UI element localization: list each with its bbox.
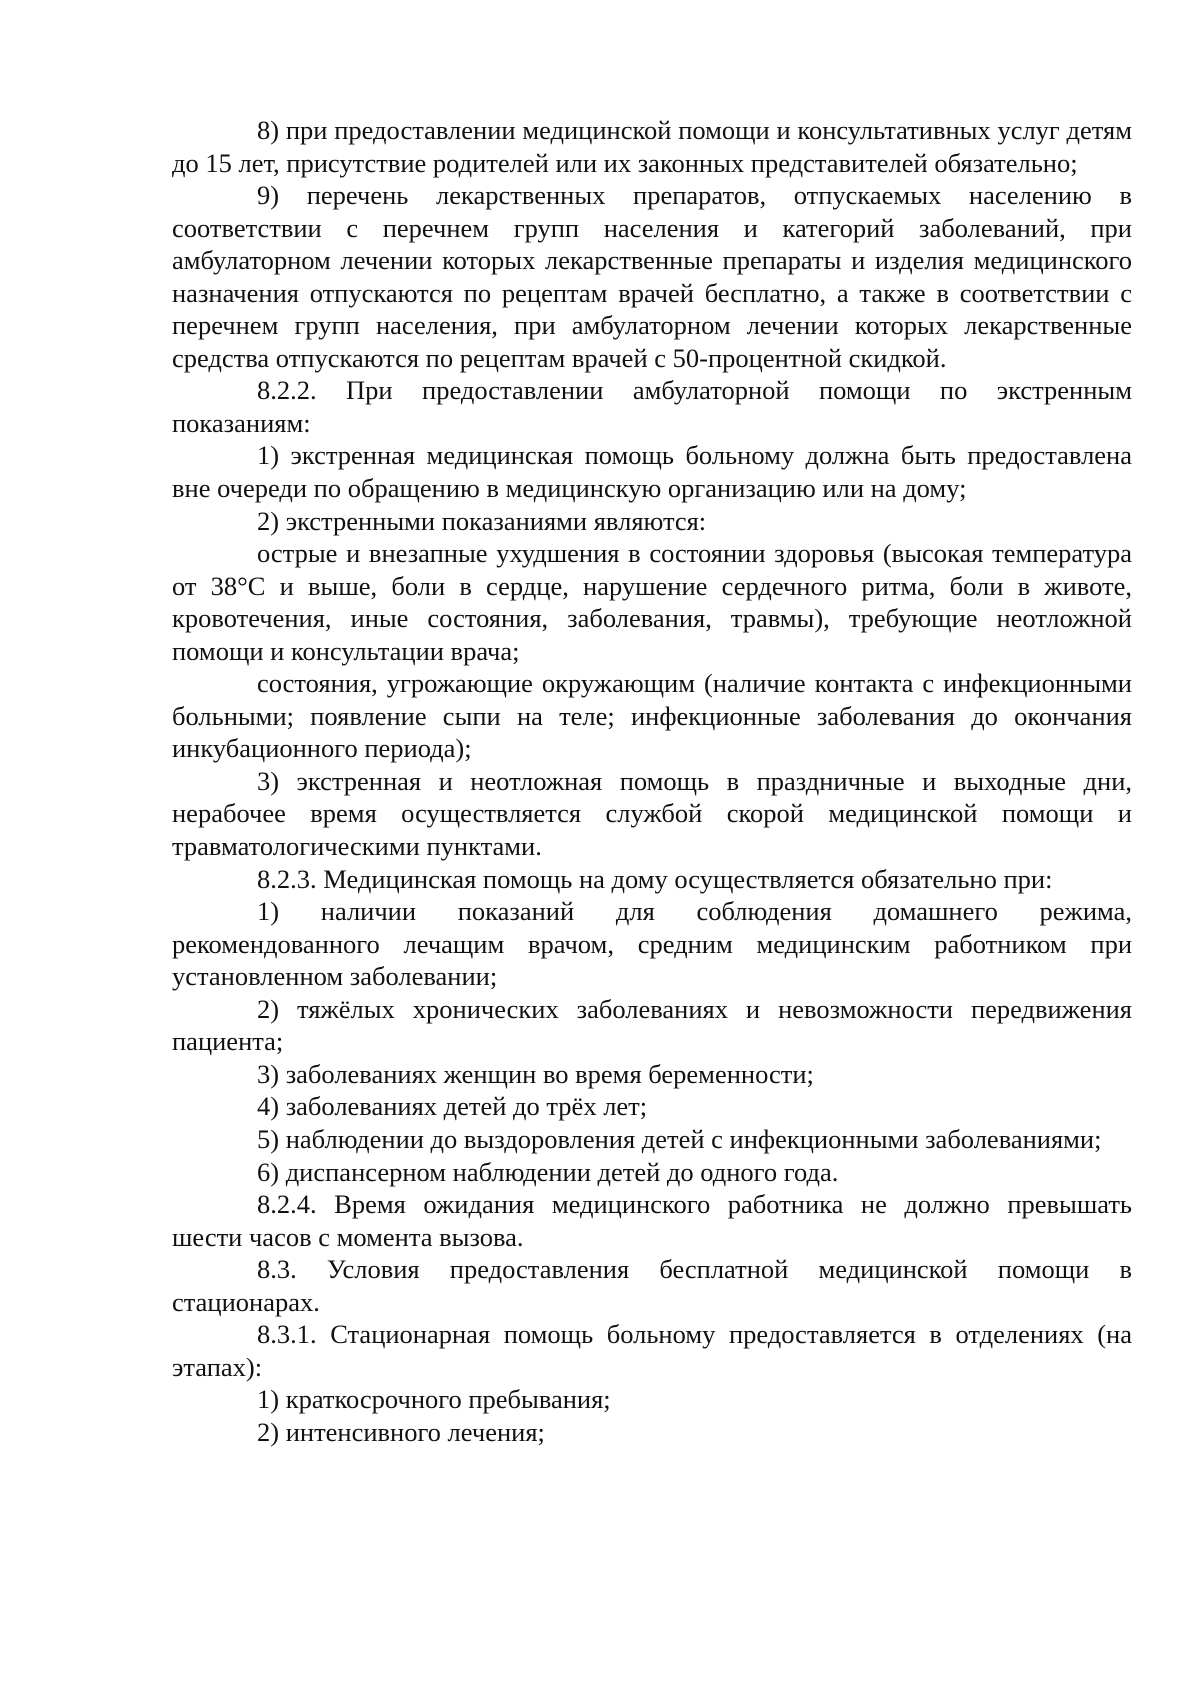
paragraph-home-item-6: 6) диспансерном наблюдении детей до одного года. [257, 1156, 839, 1187]
paragraph-inpatient-item-1: 1) краткосрочного пребывания; [257, 1384, 611, 1415]
paragraph-section-8-3-1: 8.3.1. Стационарная помощь больному предоставляется в отделениях (на этапах): [172, 1319, 1132, 1382]
paragraph-home-item-1: 1) наличии показаний для соблюдения домашнего режима, рекомендованного лечащим врачом, средним медицинским работником при установленном заболевании; [172, 896, 1132, 992]
paragraph-home-item-4: 4) заболеваниях детей до трёх лет; [257, 1091, 648, 1122]
paragraph-section-8-2-2: 8.2.2. При предоставлении амбулаторной помощи по экстренным показаниям: [172, 375, 1132, 438]
paragraph-emergency-item-2: 2) экстренными показаниями являются: [257, 505, 707, 536]
paragraph-threatening-conditions: состояния, угрожающие окружающим (наличие контакта с инфекционными больными; появление сыпи на теле; инфекционные заболевания до окончания инкубационного периода); [172, 668, 1132, 764]
paragraph-home-item-2: 2) тяжёлых хронических заболеваниях и невозможности передвижения пациента; [172, 993, 1132, 1057]
paragraph-section-8-2-3: 8.2.3. Медицинская помощь на дому осуществляется обязательно при: [257, 863, 1053, 894]
paragraph-acute-conditions: острые и внезапные ухудшения в состоянии здоровья (высокая температура от 38°С и выше, боли в сердце, нарушение сердечного ритма, боли в животе, кровотечения, иные состояния, заболевания, травмы), требующие неотложной помощи и консультации врача; [172, 538, 1132, 666]
paragraph-inpatient-item-2: 2) интенсивного лечения; [257, 1416, 545, 1447]
paragraph-home-item-3: 3) заболеваниях женщин во время беременности; [257, 1058, 814, 1089]
paragraph-section-8-2-4: 8.2.4. Время ожидания медицинского работника не должно превышать шести часов с момента вызова. [172, 1189, 1132, 1252]
document-page [172, 114, 1132, 1448]
paragraph-item-8-children: 8) при предоставлении медицинской помощи и консультативных услуг детям до 15 лет, присутствие родителей или их законных представителей обязательно; [172, 115, 1132, 178]
paragraph-item-9-medicines: 9) перечень лекарственных препаратов, отпускаемых населению в соответствии с перечнем групп населения и категорий заболеваний, при амбулаторном лечении которых лекарственные препараты и изделия медицинского назначения отпускаются по рецептам врачей бесплатно, а также в соответствии с перечнем групп населения, при амбулаторном лечении которых лекарственные средства отпускаются по рецептам врачей с 50-процентной скидкой. [172, 180, 1132, 373]
paragraph-emergency-item-3: 3) экстренная и неотложная помощь в праздничные и выходные дни, нерабочее время осуществляется службой скорой медицинской помощи и травматологическими пунктами. [172, 765, 1132, 862]
paragraph-emergency-item-1: 1) экстренная медицинская помощь больному должна быть предоставлена вне очереди по обращению в медицинскую организацию или на дому; [172, 440, 1132, 504]
paragraph-section-8-3: 8.3. Условия предоставления бесплатной медицинской помощи в стационарах. [172, 1254, 1132, 1317]
paragraph-home-item-5: 5) наблюдении до выздоровления детей с инфекционными заболеваниями; [257, 1123, 1102, 1154]
